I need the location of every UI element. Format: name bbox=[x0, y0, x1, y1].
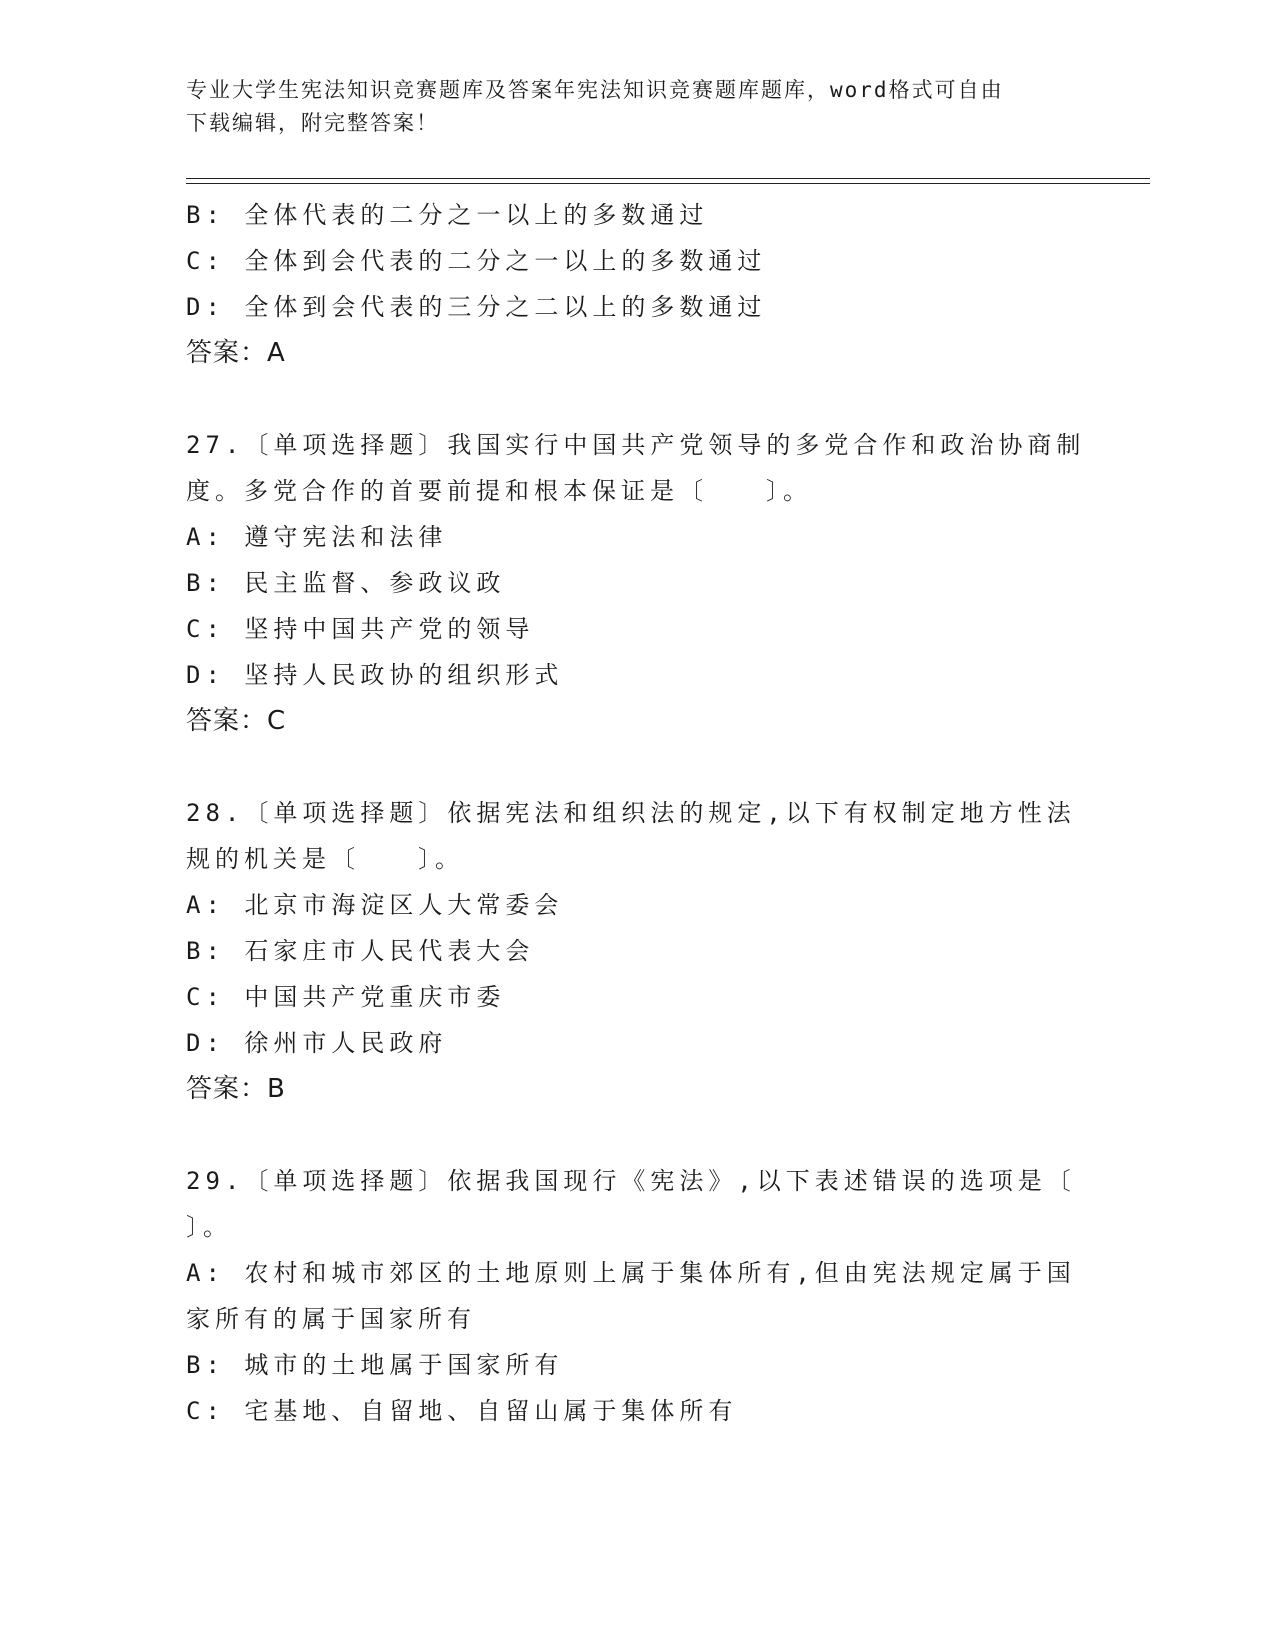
option-c: C: 宅基地、自留地、自留山属于集体所有 bbox=[186, 1397, 738, 1425]
option-d: D: 坚持人民政协的组织形式 bbox=[186, 661, 564, 689]
document-header bbox=[186, 74, 1066, 140]
option-d: D: 全体到会代表的三分之二以上的多数通过 bbox=[186, 293, 767, 321]
option-b: B: 城市的土地属于国家所有 bbox=[186, 1351, 564, 1379]
option-d: D: 徐州市人民政府 bbox=[186, 1029, 448, 1057]
question-text-line-2: 规的机关是〔 〕。 bbox=[186, 845, 464, 873]
option-c: C: 坚持中国共产党的领导 bbox=[186, 615, 535, 643]
option-a-line-1: A: 农村和城市郊区的土地原则上属于集体所有,但由宪法规定属于国 bbox=[186, 1259, 1076, 1287]
question-26-continued bbox=[186, 192, 1066, 376]
option-b: B: 石家庄市人民代表大会 bbox=[186, 937, 535, 965]
answer: 答案：A bbox=[186, 338, 286, 368]
question-text-line-1: 29.〔单项选择题〕依据我国现行《宪法》,以下表述错误的选项是〔 bbox=[186, 1167, 1076, 1195]
header-line-1: 专业大学生宪法知识竞赛题库及答案年宪法知识竞赛题库题库，word格式可自由 bbox=[186, 78, 1004, 102]
question-text-line-2: 〕。 bbox=[186, 1213, 232, 1241]
option-c: C: 全体到会代表的二分之一以上的多数通过 bbox=[186, 247, 767, 275]
option-c: C: 中国共产党重庆市委 bbox=[186, 983, 506, 1011]
header-divider-top bbox=[186, 178, 1150, 179]
option-a: A: 遵守宪法和法律 bbox=[186, 523, 448, 551]
option-b: B: 全体代表的二分之一以上的多数通过 bbox=[186, 201, 709, 229]
answer: 答案：B bbox=[186, 1074, 286, 1104]
question-text-line-1: 28.〔单项选择题〕依据宪法和组织法的规定,以下有权制定地方性法 bbox=[186, 799, 1076, 827]
option-b: B: 民主监督、参政议政 bbox=[186, 569, 506, 597]
option-a: A: 北京市海淀区人大常委会 bbox=[186, 891, 564, 919]
question-text-line-2: 度。多党合作的首要前提和根本保证是〔 〕。 bbox=[186, 477, 812, 505]
option-a-line-2: 家所有的属于国家所有 bbox=[186, 1305, 476, 1333]
question-27 bbox=[186, 422, 1086, 744]
question-29 bbox=[186, 1158, 1076, 1434]
header-line-2: 下载编辑，附完整答案！ bbox=[186, 111, 439, 135]
question-text-line-1: 27.〔单项选择题〕我国实行中国共产党领导的多党合作和政治协商制 bbox=[186, 431, 1086, 459]
question-28 bbox=[186, 790, 1076, 1112]
header-divider-bottom bbox=[186, 183, 1150, 184]
document-body bbox=[186, 192, 1086, 1434]
answer: 答案：C bbox=[186, 706, 287, 736]
